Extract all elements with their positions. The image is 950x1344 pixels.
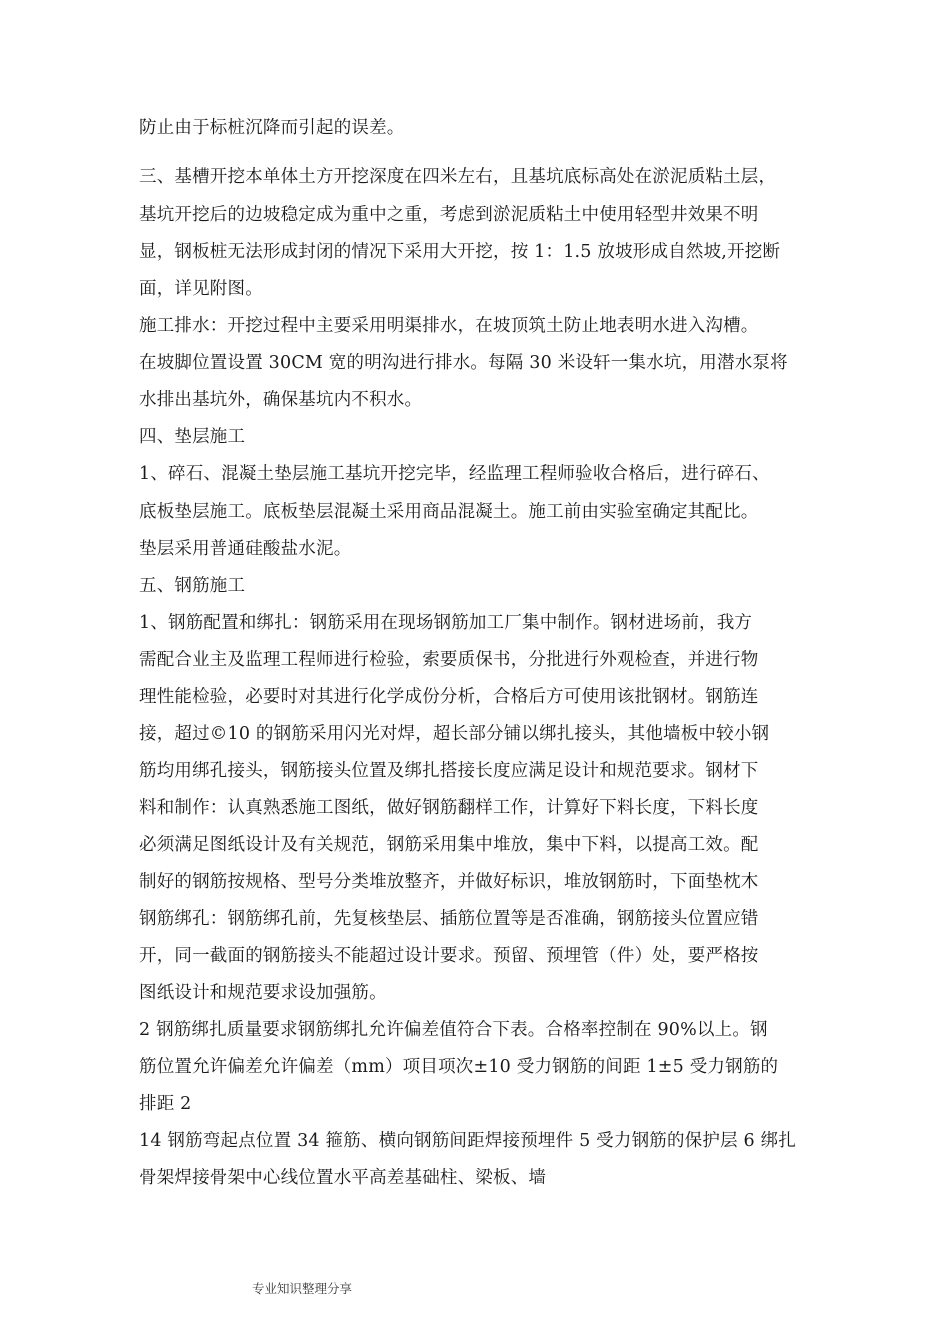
page-footer: 专业知识整理分享 (252, 1281, 353, 1296)
text-line: 理性能检验，必要时对其进行化学成份分析，合格后方可使用该批钢材。钢筋连 (139, 687, 759, 707)
text-line: 1、钢筋配置和绑扎：钢筋采用在现场钢筋加工厂集中制作。钢材进场前，我方 (139, 613, 753, 633)
text-line: 施工排水：开挖过程中主要采用明渠排水，在坡顶筑土防止地表明水进入沟槽。 (139, 316, 759, 336)
text-line: 防止由于标桩沉降而引起的误差。 (139, 118, 405, 138)
text-line: 接，超过©10 的钢筋采用闪光对焊，超长部分铺以绑扎接头，其他墙板中较小钢 (139, 724, 770, 744)
text-line: 垫层采用普通硅酸盐水泥。 (139, 539, 352, 559)
text-line: 在坡脚位置设置 30CM 宽的明沟进行排水。每隔 30 米设轩一集水坑，用潜水泵将 (139, 353, 788, 373)
text-line: 三、基槽开挖本单体土方开挖深度在四米左右，且基坑底标高处在淤泥质粘土层， (139, 167, 777, 187)
text-line: 1、碎石、混凝土垫层施工基坑开挖完毕，经监理工程师验收合格后，进行碎石、 (139, 464, 770, 484)
text-line: 筋均用绑孔接头，钢筋接头位置及绑扎搭接长度应满足设计和规范要求。钢材下 (139, 761, 759, 781)
section-heading: 五、钢筋施工 (139, 576, 246, 596)
section-heading: 四、垫层施工 (139, 427, 246, 447)
text-line: 钢筋绑孔：钢筋绑孔前，先复核垫层、插筋位置等是否准确，钢筋接头位置应错 (139, 909, 759, 929)
text-line: 基坑开挖后的边坡稳定成为重中之重，考虑到淤泥质粘土中使用轻型井效果不明 (139, 205, 759, 225)
text-line: 面，详见附图。 (139, 279, 263, 299)
text-line: 14 钢筋弯起点位置 34 箍筋、横向钢筋间距焊接预埋件 5 受力钢筋的保护层 6 绑扎 (139, 1131, 797, 1151)
text-line: 必须满足图纸设计及有关规范，钢筋采用集中堆放，集中下料，以提高工效。配 (139, 835, 759, 855)
text-line: 开，同一截面的钢筋接头不能超过设计要求。预留、预埋管（件）处，要严格按 (139, 946, 759, 966)
text-line: 水排出基坑外，确保基坑内不积水。 (139, 390, 423, 410)
text-line: 制好的钢筋按规格、型号分类堆放整齐，并做好标识，堆放钢筋时，下面垫枕木 (139, 872, 759, 892)
text-line: 底板垫层施工。底板垫层混凝土采用商品混凝土。施工前由实验室确定其配比。 (139, 502, 759, 522)
text-line: 筋位置允许偏差允许偏差（mm）项目项次±10 受力钢筋的间距 1±5 受力钢筋的 (139, 1057, 779, 1077)
text-line: 图纸设计和规范要求设加强筋。 (139, 983, 387, 1003)
text-line: 需配合业主及监理工程师进行检验，索要质保书，分批进行外观检查，并进行物 (139, 650, 759, 670)
text-line: 骨架焊接骨架中心线位置水平高差基础柱、梁板、墙 (139, 1168, 547, 1188)
text-line: 料和制作：认真熟悉施工图纸，做好钢筋翻样工作，计算好下料长度，下料长度 (139, 798, 759, 818)
text-line: 2 钢筋绑扎质量要求钢筋绑扎允许偏差值符合下表。合格率控制在 90%以上。钢 (139, 1020, 768, 1040)
text-line: 显，钢板桩无法形成封闭的情况下采用大开挖，按 1：1.5 放坡形成自然坡,开挖断 (139, 242, 781, 262)
text-line: 排距 2 (139, 1094, 192, 1114)
